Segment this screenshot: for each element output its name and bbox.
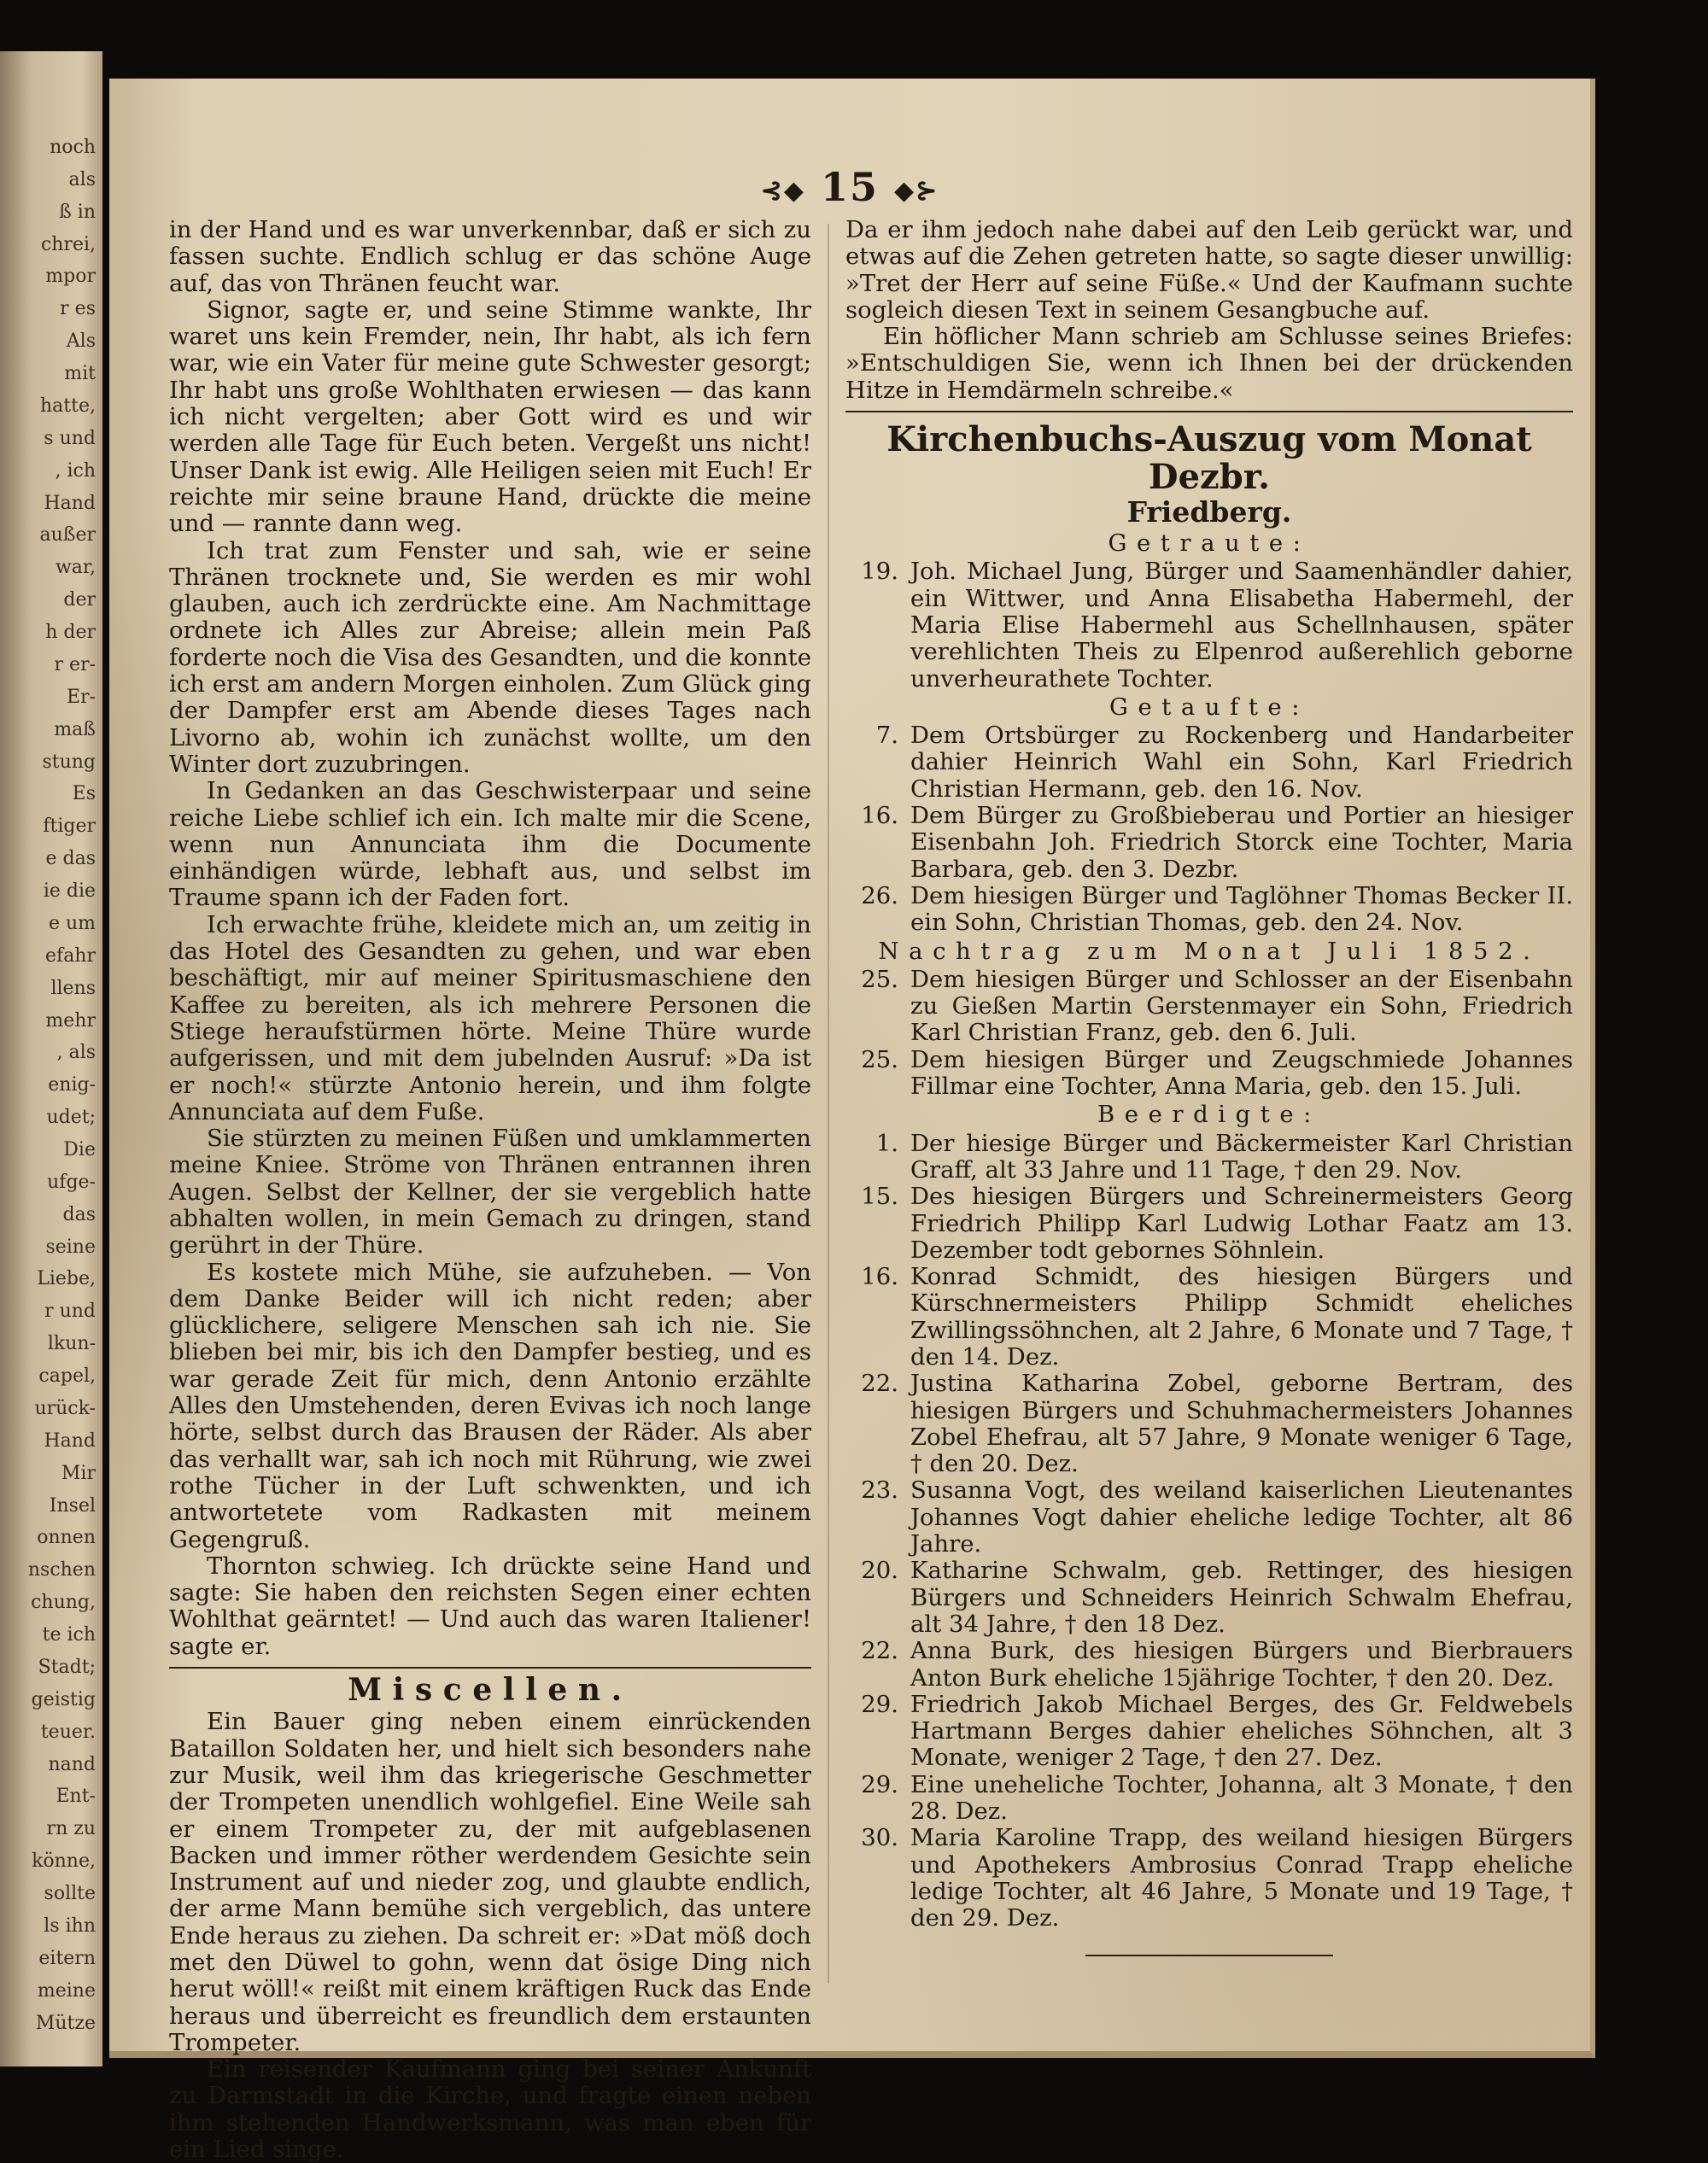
register-entry [845,1692,1573,1772]
register-entry [845,558,1573,692]
right-column [845,217,1573,1956]
previous-page-fragment: chung, [31,1592,96,1613]
story-paragraph: Sie stürzten zu meinen Füßen und umklammerten meine Kniee. Ströme von Thränen entrannen ihren Augen. Selbst der Kellner, der sie vergeblich hatte abhalten wollen, in mein Gemach zu dringen, stand gerührt in der Thüre. [169,1125,811,1260]
previous-page-fragment: efahr [45,945,96,967]
entry-text: Maria Karoline Trapp, des weiland hiesigen Bürgers und Apothekers Ambrosius Conrad Trapp eheliche ledige Tochter, alt 46 Jahre, 5 Monate und 19 Tage, † den 29. Dez. [910,1824,1573,1932]
previous-page-fragment: der [63,589,96,611]
entry-number: 23. [861,1476,898,1505]
previous-page-fragment: lkun- [47,1333,96,1354]
entry-text: Dem hiesigen Bürger und Taglöhner Thomas Becker II. ein Sohn, Christian Thomas, geb. den 24. Nov. [910,881,1573,937]
miscellen-heading: Miscellen. [348,1672,633,1709]
previous-page-fragment: als [68,169,96,190]
previous-page-fragment: Hand [44,1430,96,1452]
previous-page-fragment: nschen [27,1559,96,1581]
anecdote-paragraph: Ein Bauer ging neben einem einrückenden Bataillon Soldaten her, und hielt sich besonders nahe zur Musik, weil ihm das kriegerische Geschmetter der Trompeten unendlich wohlgefiel. Eine Weile sah er einem Trompeter zu, der mit aufgeblasenen Backen und immer röther werdendem Gesichte sein Instrument auf und nieder zog, und glaubte endlich, der arme Mann bemühe sich vergeblich, das untere Ende heraus zu ziehen. Da schreit er: »Dat möß doch met den Düwel to gohn, wenn dat ösige Ding nich herut wöll!« reißt mit einem kräftigen Ruck das Ende heraus und überreicht es freundlich dem erstaunten Trompeter. [169,1708,811,2056]
register-entry [845,803,1573,883]
entry-number: 30. [861,1824,898,1852]
section-rule [845,411,1573,412]
entry-number: 20. [861,1557,898,1585]
previous-page-fragment: mit [64,363,96,384]
previous-page-fragment: war, [55,557,96,578]
previous-page-fragment: könne, [32,1850,96,1872]
entry-number: 22. [861,1637,898,1665]
previous-page-fragment: r es [60,298,96,319]
entry-text: Konrad Schmidt, des hiesigen Bürgers und Kürschnermeisters Philipp Schmidt eheliches Zwillingssöhnchen, alt 2 Jahre, 6 Monate und 7 Tage, † den 14. Dez. [910,1263,1573,1371]
previous-page-fragment: , als [56,1042,96,1063]
entry-number: 7. [875,722,898,750]
previous-page-fragment: stung [42,751,96,773]
register-section-heading: Beerdigte: [1097,1101,1321,1129]
previous-page-fragment: noch [50,137,96,158]
story-paragraph: in der Hand und es war unverkennbar, daß er sich zu fassen suchte. Endlich schlug er das schöne Auge auf, das von Thränen feucht war. [169,216,811,297]
previous-page-fragment: , ich [55,460,96,482]
previous-page-edge [0,51,102,2067]
register-entry [845,1825,1573,1932]
register-section-heading: Nachtrag zum Monat Juli 1852. [878,937,1541,965]
entry-text: Der hiesige Bürger und Bäckermeister Karl Christian Graff, alt 33 Jahre und 11 Tage, † den 29. Nov. [910,1129,1573,1184]
entry-text: Eine uneheliche Tochter, Johanna, alt 3 Monate, † den 28. Dez. [910,1770,1573,1826]
previous-page-fragment: rn zu [46,1818,96,1839]
section-rule [169,1667,811,1669]
story-paragraph: Thornton schwieg. Ich drückte seine Hand und sagte: Sie haben den reichsten Segen einer echten Wohlthat geärntet! — Und auch das waren Italiener! sagte er. [169,1552,811,1660]
register-entry [845,1638,1573,1692]
previous-page-fragment: llens [50,978,96,999]
previous-page-fragment: s und [44,428,96,449]
previous-page-fragment: ufge- [47,1172,96,1193]
previous-page-fragment: r er- [54,654,96,675]
entry-number: 26. [861,881,898,909]
previous-page-fragment: mehr [45,1010,96,1032]
column-divider [828,224,829,1983]
story-paragraph: Es kostete mich Mühe, sie aufzuheben. — Von dem Danke Beider will ich nicht reden; aber glücklichere, seligere Menschen sah ich nie. Sie blieben bei mir, bis ich den Dampfer bestieg, und es war gerade Zeit für mich, denn Antonio erzählte Alles den Umstehenden, deren Evivas ich noch lange hörte, selbst durch das Brausen der Räder. Als aber das verhallt war, sah ich noch mit Rührung, wie zwei rothe Tücher in der Luft schwenkten, und ich antwortetete vom Radkasten mit meinem Gegengruß. [169,1258,811,1553]
register-entry [845,1184,1573,1264]
register-title: Kirchenbuchs-Auszug vom Monat Dezbr. [886,419,1532,498]
entry-text: Anna Burk, des hiesigen Bürgers und Bierbrauers Anton Burk eheliche 15jährige Tochter, † den 20. Dez. [910,1637,1573,1692]
previous-page-fragment: e das [45,848,96,869]
previous-page-fragment: Stadt; [38,1657,96,1678]
anecdote-paragraph: Ein höflicher Mann schrieb am Schlusse seines Briefes: »Entschuldigen Sie, wenn ich Ihnen bei der drückenden Hitze in Hemdärmeln schreibe.« [845,323,1573,404]
end-rule [1085,1955,1333,1956]
story-paragraph: In Gedanken an das Geschwisterpaar und seine reiche Liebe schlief ich ein. Ich malte mir die Scene, wenn nun Annunciata ihm die Documente einhändigen würde, lebhaft aus, und selbst im Traume spann ich der Faden fort. [169,777,811,912]
previous-page-fragment: chrei, [40,234,96,255]
page-number: ⊰◆ 15 ◆⊱ [760,164,939,210]
left-column [169,217,811,2163]
previous-page-fragment: mpor [45,266,96,287]
entry-number: 15. [861,1183,898,1211]
previous-page-fragment: ie die [43,880,96,902]
entry-text: Katharine Schwalm, geb. Rettinger, des hiesigen Bürgers und Schneiders Heinrich Schwalm Ehefrau, alt 34 Jahre, † den 18 Dez. [910,1557,1573,1638]
entry-text: Dem Ortsbürger zu Rockenberg und Handarbeiter dahier Heinrich Wahl ein Sohn, Karl Friedrich Christian Hermann, geb. den 16. Nov. [910,722,1573,803]
previous-page-fragment: Insel [49,1495,96,1517]
entry-number: 19. [861,558,898,586]
previous-page-fragment: te ich [42,1624,96,1646]
previous-page-fragment: udet; [46,1107,96,1128]
previous-page-fragment: Die [63,1139,96,1160]
previous-page-fragment: Liebe, [37,1268,96,1289]
previous-page-fragment: ls ihn [44,1915,96,1937]
right-ornament-icon: ◆⊱ [894,175,939,206]
entry-number: 22. [861,1370,898,1398]
previous-page-fragment: capel, [38,1365,96,1387]
previous-page-fragment: r und [44,1301,96,1322]
entry-text: Des hiesigen Bürgers und Schreinermeisters Georg Friedrich Philipp Karl Ludwig Lothar Faatz am 13. Dezember todt gebornes Söhnlein. [910,1183,1573,1264]
previous-page-fragment: nand [48,1754,96,1775]
previous-page-fragment: Als [66,330,96,352]
register-sections [845,530,1573,1932]
previous-page-fragment: Hand [44,493,96,514]
entry-number: 16. [861,802,898,830]
register-entry [845,1047,1573,1101]
entry-number: 29. [861,1690,898,1718]
previous-page-fragment: das [62,1204,96,1225]
previous-page-fragment: enig- [48,1074,96,1096]
previous-page-fragment: e um [48,913,96,934]
register-entry [845,1477,1573,1558]
entry-number: 25. [861,965,898,993]
previous-page-fragment: urück- [34,1398,96,1419]
entry-text: Justina Katharina Zobel, geborne Bertram, des hiesigen Bürgers und Schuhmachermeisters Johannes Zobel Ehefrau, alt 57 Jahre, 9 Monate weniger 6 Tage, † den 20. Dez. [910,1370,1573,1478]
entry-text: Dem Bürger zu Großbieberau und Portier an hiesiger Eisenbahn Joh. Friedrich Storck eine Tochter, Maria Barbara, geb. den 3. Dezbr. [910,802,1573,883]
story-paragraph: Ich erwachte frühe, kleidete mich an, um zeitig in das Hotel des Gesandten zu gehen, und war eben beschäftigt, mir auf meiner Spiritusmaschiene den Kaffee zu bereiten, als ich mehrere Personen die Stiege heraufstürmen hörte. Meine Thüre wurde aufgerissen, und mit dem jubelnden Ausruf: »Da ist er noch!« stürzte Antonio herein, und ihm folgte Annunciata auf dem Fuße. [169,910,811,1125]
anecdote-continuation: Da er ihm jedoch nahe dabei auf den Leib gerückt war, und etwas auf die Zehen getreten hatte, so sagte dieser unwillig: »Tret der Herr auf seine Füße.« Und der Kaufmann suchte sogleich diesen Text in seinem Gesangbuche auf. [845,216,1573,324]
story-paragraph: Ich trat zum Fenster und sah, wie er seine Thränen trocknete und, Sie werden es mir wohl glauben, auch ich zerdrückte eine. Am Nachmittage ordnete ich Alles zur Abreise; allein mein Paß forderte noch die Visa des Gesandten, und die konnte ich erst am andern Morgen einholen. Zum Glück ging der Dampfer erst am Abende dieses Tages nach Livorno ab, wohin ich zunächst wollte, um den Winter dort zuzubringen. [169,536,811,778]
previous-page-fragment: eitern [38,1948,96,1969]
register-entry [845,1558,1573,1638]
previous-page-fragment: h der [45,622,96,643]
previous-page-fragment: geistig [31,1689,96,1710]
previous-page-fragment: maß [54,719,96,740]
previous-page-fragment: meine [37,1980,96,2002]
register-entry [845,1371,1573,1477]
anecdote-paragraph: Ein reisender Kaufmann ging bei seiner Ankunft zu Darmstadt in die Kirche, und fragte einen neben ihm stehenden Handwerksmann, was man eben für ein Lied singe. [169,2055,811,2163]
story-paragraph: Signor, sagte er, und seine Stimme wankte, Ihr waret uns kein Fremder, nein, Ihr habt, als ich fern war, wie ein Vater für meine gute Schwester gesorgt; Ihr habt uns große Wohlthaten erwiesen — das kann ich nicht vergelten; aber Gott wird es und wir werden alle Tage für Euch beten. Vergeßt uns nicht! Unser Dank ist ewig. Alle Heiligen seien mit Euch! Er reichte mir seine braune Hand, drückte die meine und — rannte dann weg. [169,295,811,538]
previous-page-fragment: sollte [44,1883,96,1904]
register-section-heading: Getraute: [1108,529,1311,558]
previous-page-fragment: Er- [66,687,96,708]
entry-text: Dem hiesigen Bürger und Schlosser an der Eisenbahn zu Gießen Martin Gerstenmayer ein Sohn, Friedrich Karl Christian Franz, geb. den 6. Juli. [910,965,1573,1047]
register-entry [845,967,1573,1047]
previous-page-fragment: Ent- [56,1786,96,1807]
previous-page-fragment: ß in [59,202,96,223]
previous-page-fragment: außer [39,524,96,546]
previous-page-fragment: seine [45,1236,96,1258]
entry-number: 25. [861,1045,898,1073]
previous-page-fragment: teuer. [40,1722,96,1743]
register-place: Friedberg. [1126,495,1292,529]
entry-number: 1. [875,1129,898,1157]
left-ornament-icon: ⊰◆ [760,175,805,206]
previous-page-fragment: Mütze [35,2013,96,2034]
entry-text: Susanna Vogt, des weiland kaiserlichen Lieutenantes Johannes Vogt dahier eheliche ledige Tochter, alt 86 Jahre. [910,1476,1573,1558]
entry-text: Dem hiesigen Bürger und Zeugschmiede Johannes Fillmar eine Tochter, Anna Maria, geb. den 15. Juli. [910,1045,1573,1101]
previous-page-fragment: onnen [37,1527,96,1548]
entry-number: 29. [861,1770,898,1798]
previous-page-fragment: ftiger [43,816,96,837]
entry-number: 16. [861,1263,898,1291]
register-entry [845,1264,1573,1371]
book-page [109,79,1595,2163]
entry-text: Friedrich Jakob Michael Berges, des Gr. Feldwebels Hartmann Berges dahier eheliches Söhnchen, alt 3 Monate, weniger 2 Tage, † den 27. Dez. [910,1690,1573,1772]
register-entry [845,1131,1573,1184]
register-section-heading: Getaufte: [1108,693,1310,721]
register-entry [845,722,1573,803]
previous-page-fragment: Es [72,783,96,804]
previous-page-fragment: Mir [61,1463,96,1484]
register-entry [845,1772,1573,1826]
previous-page-fragment: hatte, [40,395,96,417]
register-entry [845,883,1573,937]
entry-text: Joh. Michael Jung, Bürger und Saamenhändler dahier, ein Wittwer, und Anna Elisabetha Habermehl, der Maria Elise Habermehl aus Schellnhausen, später verehlichten Theis zu Elpenrod außerehlich geborne unverheurathete Tochter. [910,558,1573,693]
